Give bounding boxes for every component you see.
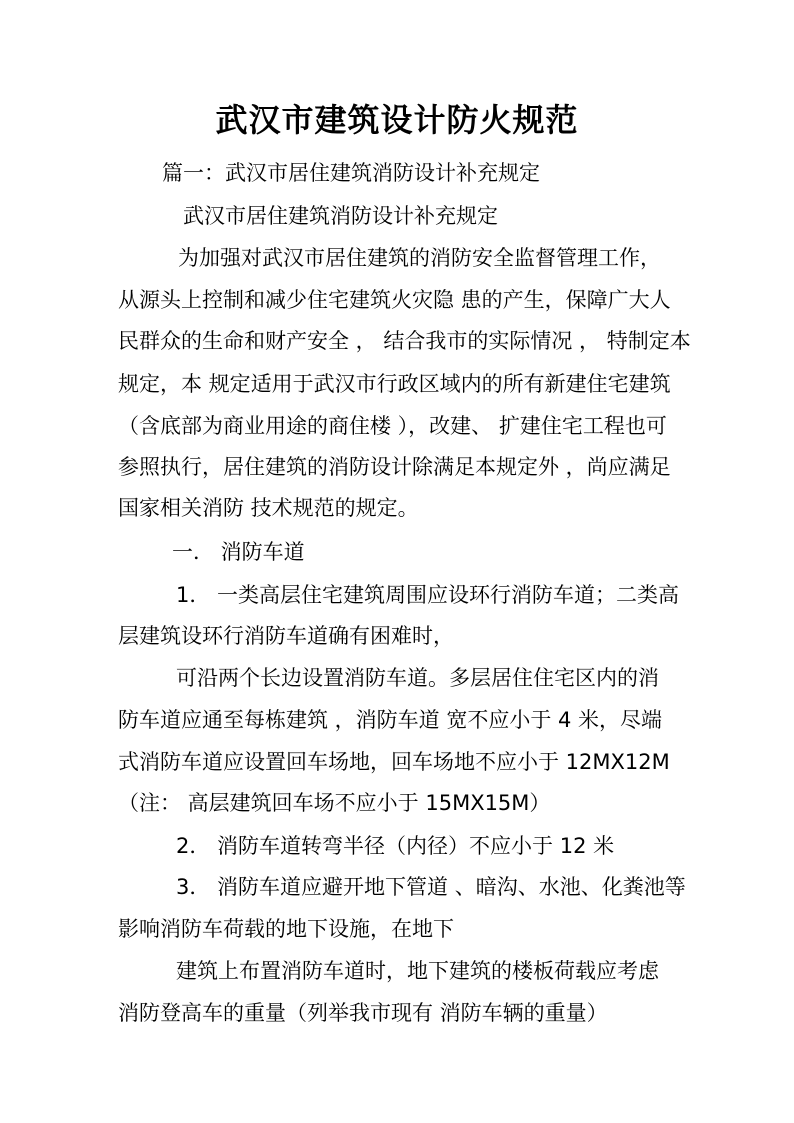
chapter-heading: 篇一：武汉市居住建筑消防设计补充规定 — [162, 161, 540, 185]
paragraph-line: 层建筑设环行消防车道确有困难时， — [118, 624, 454, 648]
document-title: 武汉市建筑设计防火规范 — [215, 101, 579, 139]
paragraph-line: （注： 高层建筑回车场不应小于 15MX15M） — [118, 791, 551, 815]
list-item: 1． 一类高层住宅建筑周围应设环行消防车道；二类高 — [176, 583, 680, 607]
paragraph-line: （含底部为商业用途的商住楼 ），改建、 扩建住宅工程也可 — [118, 414, 667, 438]
paragraph-line: 可沿两个长边设置消防车道。多层居住住宅区内的消 — [176, 666, 659, 690]
paragraph-line: 影响消防车荷载的地下设施，在地下 — [118, 917, 454, 941]
paragraph-line: 从源头上控制和减少住宅建筑火灾隐 患的产生，保障广大人 — [118, 288, 671, 312]
subsection-heading: 一． 消防车道 — [172, 540, 305, 564]
paragraph-line: 防车道应通至每栋建筑 ，消防车道 宽不应小于 4 米，尽端 — [118, 708, 663, 732]
paragraph-line: 参照执行，居住建筑的消防设计除满足本规定外 ，尚应满足 — [118, 455, 671, 479]
paragraph-line: 规定，本 规定适用于武汉市行政区域内的所有新建住宅建筑 — [118, 372, 671, 396]
paragraph-line: 建筑上布置消防车道时，地下建筑的楼板荷载应考虑 — [176, 959, 659, 983]
paragraph-line: 民群众的生命和财产安全 ， 结合我市的实际情况 ， 特制定本 — [118, 329, 691, 353]
list-item: 3． 消防车道应避开地下管道 、暗沟、水池、化粪池等 — [176, 875, 686, 899]
section-heading: 武汉市居住建筑消防设计补充规定 — [183, 204, 498, 228]
paragraph-line: 消防登高车的重量（列举我市现有 消防车辆的重量） — [118, 1001, 608, 1025]
paragraph-line: 为加强对武汉市居住建筑的消防安全监督管理工作， — [178, 246, 661, 270]
paragraph-line: 国家相关消防 技术规范的规定。 — [118, 496, 419, 520]
paragraph-line: 式消防车道应设置回车场地，回车场地不应小于 12MX12M — [118, 750, 670, 774]
list-item: 2． 消防车道转弯半径（内径）不应小于 12 米 — [176, 834, 615, 858]
